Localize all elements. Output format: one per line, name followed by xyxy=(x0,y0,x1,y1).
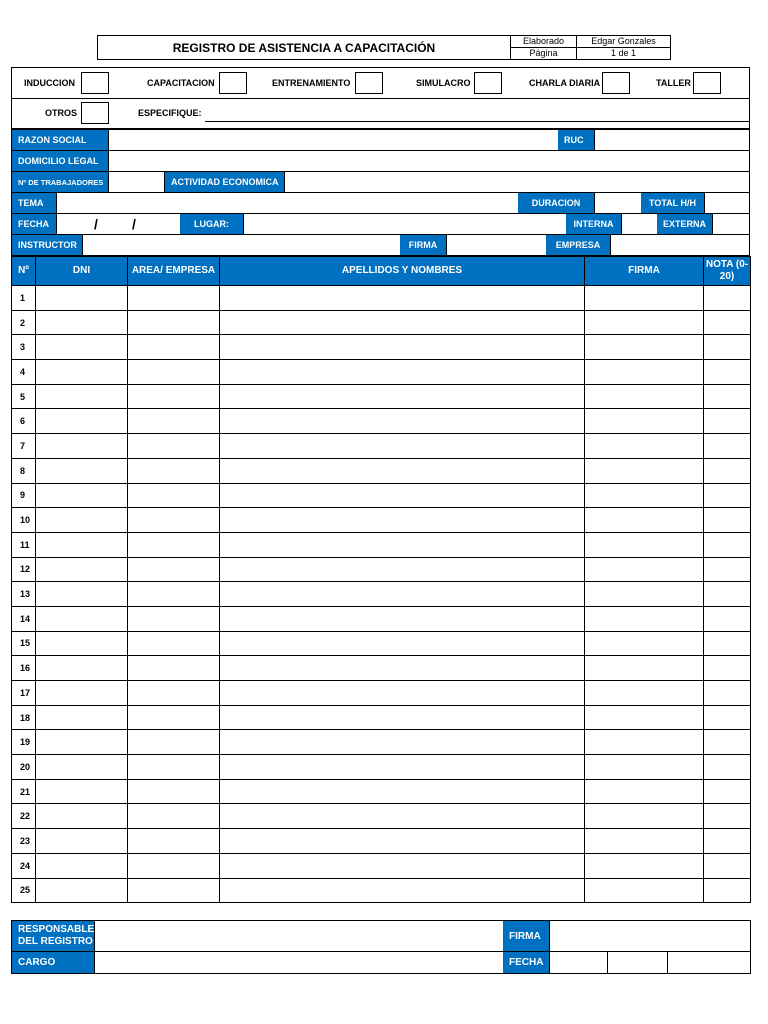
area-cell[interactable] xyxy=(128,582,220,607)
table-row xyxy=(12,705,751,730)
area-cell[interactable] xyxy=(128,829,220,854)
table-row xyxy=(12,532,751,557)
row-number: 2 xyxy=(12,310,36,335)
col-n: Nº xyxy=(12,257,36,286)
nombres-cell[interactable] xyxy=(220,730,585,755)
area-cell[interactable] xyxy=(128,384,220,409)
dni-cell[interactable] xyxy=(36,779,128,804)
area-cell[interactable] xyxy=(128,730,220,755)
row-number: 5 xyxy=(12,384,36,409)
firma-cell[interactable] xyxy=(585,730,704,755)
nombres-cell[interactable] xyxy=(220,483,585,508)
nombres-cell[interactable] xyxy=(220,409,585,434)
fecha-slash-2: / xyxy=(132,216,136,232)
nota-cell[interactable] xyxy=(704,557,751,582)
entrenamiento-checkbox[interactable] xyxy=(355,72,383,94)
table-row xyxy=(12,730,751,755)
table-header-row xyxy=(12,257,751,286)
area-cell[interactable] xyxy=(128,878,220,903)
row-number: 11 xyxy=(12,532,36,557)
row-number: 4 xyxy=(12,360,36,385)
externa-field[interactable] xyxy=(712,214,750,234)
dni-cell[interactable] xyxy=(36,434,128,459)
col-area: AREA/ EMPRESA xyxy=(128,257,220,286)
taller-checkbox[interactable] xyxy=(693,72,721,94)
area-cell[interactable] xyxy=(128,310,220,335)
table-row xyxy=(12,681,751,706)
nombres-cell[interactable] xyxy=(220,631,585,656)
col-nombres: APELLIDOS Y NOMBRES xyxy=(220,257,585,286)
dni-cell[interactable] xyxy=(36,606,128,631)
domicilio-label: DOMICILIO LEGAL xyxy=(12,151,108,171)
row-number: 8 xyxy=(12,458,36,483)
responsable-label: RESPONSABLE DEL REGISTRO xyxy=(12,921,94,951)
tema-label: TEMA xyxy=(12,193,56,213)
lugar-field[interactable] xyxy=(243,214,566,234)
dni-cell[interactable] xyxy=(36,483,128,508)
nombres-cell[interactable] xyxy=(220,804,585,829)
table-row xyxy=(12,853,751,878)
nota-cell[interactable] xyxy=(704,508,751,533)
area-cell[interactable] xyxy=(128,335,220,360)
table-row xyxy=(12,631,751,656)
footer-fecha-year[interactable] xyxy=(668,952,751,973)
row-number: 21 xyxy=(12,779,36,804)
trabajadores-label: Nº DE TRABAJADORES xyxy=(12,172,108,192)
area-cell[interactable] xyxy=(128,409,220,434)
row-number: 22 xyxy=(12,804,36,829)
table-row xyxy=(12,755,751,780)
nota-cell[interactable] xyxy=(704,853,751,878)
dni-cell[interactable] xyxy=(36,631,128,656)
area-cell[interactable] xyxy=(128,508,220,533)
nota-cell[interactable] xyxy=(704,409,751,434)
nota-cell[interactable] xyxy=(704,878,751,903)
table-row xyxy=(12,557,751,582)
empresa-field[interactable] xyxy=(610,235,750,255)
firma-cell[interactable] xyxy=(585,631,704,656)
area-cell[interactable] xyxy=(128,755,220,780)
nota-cell[interactable] xyxy=(704,755,751,780)
row-number: 15 xyxy=(12,631,36,656)
dni-cell[interactable] xyxy=(36,557,128,582)
table-row xyxy=(12,360,751,385)
duracion-label: DURACION xyxy=(518,193,594,213)
nombres-cell[interactable] xyxy=(220,384,585,409)
induccion-label: INDUCCION xyxy=(24,78,75,88)
nota-cell[interactable] xyxy=(704,656,751,681)
firma-cell[interactable] xyxy=(585,878,704,903)
table-row xyxy=(12,434,751,459)
firma-cell[interactable] xyxy=(585,755,704,780)
table-row xyxy=(12,779,751,804)
nota-cell[interactable] xyxy=(704,779,751,804)
row-number: 16 xyxy=(12,656,36,681)
nombres-cell[interactable] xyxy=(220,532,585,557)
dni-cell[interactable] xyxy=(36,409,128,434)
charla-label: CHARLA DIARIA xyxy=(529,78,601,88)
footer-firma-field[interactable] xyxy=(549,921,751,951)
nota-cell[interactable] xyxy=(704,458,751,483)
row-number: 24 xyxy=(12,853,36,878)
row-number: 23 xyxy=(12,829,36,854)
nota-cell[interactable] xyxy=(704,532,751,557)
nota-cell[interactable] xyxy=(704,360,751,385)
area-cell[interactable] xyxy=(128,853,220,878)
firma-instructor-label: FIRMA xyxy=(400,235,446,255)
nombres-cell[interactable] xyxy=(220,829,585,854)
dni-cell[interactable] xyxy=(36,705,128,730)
otros-checkbox[interactable] xyxy=(81,102,109,124)
row-number: 9 xyxy=(12,483,36,508)
firma-cell[interactable] xyxy=(585,532,704,557)
elaborado-value: Edgar Gonzales xyxy=(576,35,671,48)
nota-cell[interactable] xyxy=(704,730,751,755)
table-row xyxy=(12,458,751,483)
firma-cell[interactable] xyxy=(585,853,704,878)
col-dni: DNI xyxy=(36,257,128,286)
table-row xyxy=(12,286,751,311)
nota-cell[interactable] xyxy=(704,705,751,730)
pagina-label: Página xyxy=(510,47,577,60)
actividad-label: ACTIVIDAD ECONOMICA xyxy=(165,172,284,192)
dni-cell[interactable] xyxy=(36,829,128,854)
total-hh-label: TOTAL H/H xyxy=(641,193,704,213)
nota-cell[interactable] xyxy=(704,829,751,854)
dni-cell[interactable] xyxy=(36,508,128,533)
area-cell[interactable] xyxy=(128,557,220,582)
nota-cell[interactable] xyxy=(704,582,751,607)
area-cell[interactable] xyxy=(128,779,220,804)
table-row xyxy=(12,878,751,903)
nota-cell[interactable] xyxy=(704,310,751,335)
row-number: 7 xyxy=(12,434,36,459)
page-title: REGISTRO DE ASISTENCIA A CAPACITACIÓN xyxy=(172,40,436,55)
instructor-label: INSTRUCTOR xyxy=(12,235,82,255)
razon-social-field[interactable] xyxy=(108,130,558,150)
dni-cell[interactable] xyxy=(36,730,128,755)
firma-cell[interactable] xyxy=(585,508,704,533)
cargo-label: CARGO xyxy=(12,952,94,973)
razon-social-label: RAZON SOCIAL xyxy=(12,130,108,150)
attendance-table xyxy=(11,256,751,903)
nombres-cell[interactable] xyxy=(220,582,585,607)
firma-instructor-field[interactable] xyxy=(446,235,546,255)
nombres-cell[interactable] xyxy=(220,779,585,804)
table-row xyxy=(12,606,751,631)
area-cell[interactable] xyxy=(128,681,220,706)
responsable-field[interactable] xyxy=(94,921,503,951)
title-box xyxy=(97,35,511,60)
table-row xyxy=(12,829,751,854)
fecha-field[interactable] xyxy=(56,214,180,234)
duracion-field[interactable] xyxy=(594,193,641,213)
area-cell[interactable] xyxy=(128,483,220,508)
ruc-label: RUC xyxy=(558,130,594,150)
nota-cell[interactable] xyxy=(704,606,751,631)
nota-cell[interactable] xyxy=(704,286,751,311)
nombres-cell[interactable] xyxy=(220,458,585,483)
footer-fecha-month[interactable] xyxy=(608,952,668,973)
nombres-cell[interactable] xyxy=(220,755,585,780)
dni-cell[interactable] xyxy=(36,286,128,311)
fecha-slash-1: / xyxy=(94,216,98,232)
especifique-line[interactable] xyxy=(205,121,750,122)
row-number: 18 xyxy=(12,705,36,730)
area-cell[interactable] xyxy=(128,631,220,656)
firma-cell[interactable] xyxy=(585,310,704,335)
firma-cell[interactable] xyxy=(585,557,704,582)
dni-cell[interactable] xyxy=(36,310,128,335)
trabajadores-field[interactable] xyxy=(108,172,165,192)
row-number: 6 xyxy=(12,409,36,434)
nombres-cell[interactable] xyxy=(220,360,585,385)
area-cell[interactable] xyxy=(128,705,220,730)
area-cell[interactable] xyxy=(128,360,220,385)
instructor-field[interactable] xyxy=(82,235,400,255)
firma-cell[interactable] xyxy=(585,804,704,829)
col-nota: NOTA (0-20) xyxy=(704,257,751,286)
table-row xyxy=(12,582,751,607)
footer-fecha-label: FECHA xyxy=(503,952,549,973)
dni-cell[interactable] xyxy=(36,458,128,483)
simulacro-checkbox[interactable] xyxy=(474,72,502,94)
nombres-cell[interactable] xyxy=(220,606,585,631)
ruc-field[interactable] xyxy=(594,130,750,150)
area-cell[interactable] xyxy=(128,458,220,483)
firma-cell[interactable] xyxy=(585,483,704,508)
area-cell[interactable] xyxy=(128,286,220,311)
lugar-label: LUGAR: xyxy=(180,214,243,234)
nombres-cell[interactable] xyxy=(220,656,585,681)
firma-cell[interactable] xyxy=(585,582,704,607)
divider xyxy=(11,98,750,99)
row-number: 14 xyxy=(12,606,36,631)
dni-cell[interactable] xyxy=(36,804,128,829)
table-row xyxy=(12,508,751,533)
simulacro-label: SIMULACRO xyxy=(416,78,471,88)
firma-cell[interactable] xyxy=(585,434,704,459)
row-number: 19 xyxy=(12,730,36,755)
nota-cell[interactable] xyxy=(704,483,751,508)
table-row xyxy=(12,804,751,829)
firma-cell[interactable] xyxy=(585,335,704,360)
cargo-field[interactable] xyxy=(94,952,503,973)
nombres-cell[interactable] xyxy=(220,878,585,903)
area-cell[interactable] xyxy=(128,532,220,557)
row-number: 3 xyxy=(12,335,36,360)
elaborado-label: Elaborado xyxy=(510,35,577,48)
nota-cell[interactable] xyxy=(704,384,751,409)
nombres-cell[interactable] xyxy=(220,310,585,335)
table-row xyxy=(12,335,751,360)
actividad-field[interactable] xyxy=(284,172,750,192)
nombres-cell[interactable] xyxy=(220,557,585,582)
fecha-label: FECHA xyxy=(12,214,56,234)
firma-cell[interactable] xyxy=(585,705,704,730)
dni-cell[interactable] xyxy=(36,335,128,360)
dni-cell[interactable] xyxy=(36,656,128,681)
interna-field[interactable] xyxy=(621,214,657,234)
firma-cell[interactable] xyxy=(585,829,704,854)
taller-label: TALLER xyxy=(656,78,691,88)
otros-label: OTROS xyxy=(45,108,78,118)
area-cell[interactable] xyxy=(128,656,220,681)
nota-cell[interactable] xyxy=(704,804,751,829)
area-cell[interactable] xyxy=(128,434,220,459)
especifique-label: ESPECIFIQUE: xyxy=(138,108,202,118)
nota-cell[interactable] xyxy=(704,434,751,459)
externa-label: EXTERNA xyxy=(657,214,712,234)
nombres-cell[interactable] xyxy=(220,286,585,311)
nombres-cell[interactable] xyxy=(220,705,585,730)
nombres-cell[interactable] xyxy=(220,681,585,706)
dni-cell[interactable] xyxy=(36,878,128,903)
row-number: 10 xyxy=(12,508,36,533)
interna-label: INTERNA xyxy=(566,214,621,234)
table-row xyxy=(12,384,751,409)
firma-cell[interactable] xyxy=(585,779,704,804)
row-number: 20 xyxy=(12,755,36,780)
nombres-cell[interactable] xyxy=(220,853,585,878)
firma-cell[interactable] xyxy=(585,606,704,631)
dni-cell[interactable] xyxy=(36,853,128,878)
tema-field[interactable] xyxy=(56,193,518,213)
nota-cell[interactable] xyxy=(704,335,751,360)
area-cell[interactable] xyxy=(128,606,220,631)
total-hh-field[interactable] xyxy=(704,193,750,213)
empresa-label: EMPRESA xyxy=(546,235,610,255)
table-row xyxy=(12,310,751,335)
charla-checkbox[interactable] xyxy=(602,72,630,94)
footer-firma-label: FIRMA xyxy=(503,921,549,951)
col-firma: FIRMA xyxy=(585,257,704,286)
entrenamiento-label: ENTRENAMIENTO xyxy=(272,78,351,88)
firma-cell[interactable] xyxy=(585,656,704,681)
dni-cell[interactable] xyxy=(36,532,128,557)
firma-cell[interactable] xyxy=(585,360,704,385)
firma-cell[interactable] xyxy=(585,409,704,434)
nota-cell[interactable] xyxy=(704,681,751,706)
dni-cell[interactable] xyxy=(36,582,128,607)
domicilio-field[interactable] xyxy=(108,151,750,171)
row-number: 13 xyxy=(12,582,36,607)
nota-cell[interactable] xyxy=(704,631,751,656)
dni-cell[interactable] xyxy=(36,384,128,409)
area-cell[interactable] xyxy=(128,804,220,829)
table-row xyxy=(12,483,751,508)
dni-cell[interactable] xyxy=(36,360,128,385)
footer-fecha-day[interactable] xyxy=(549,952,608,973)
firma-cell[interactable] xyxy=(585,384,704,409)
capacitacion-checkbox[interactable] xyxy=(219,72,247,94)
nombres-cell[interactable] xyxy=(220,434,585,459)
capacitacion-label: CAPACITACION xyxy=(147,78,215,88)
nombres-cell[interactable] xyxy=(220,335,585,360)
table-row xyxy=(12,409,751,434)
row-number: 1 xyxy=(12,286,36,311)
row-number: 17 xyxy=(12,681,36,706)
firma-cell[interactable] xyxy=(585,458,704,483)
table-row xyxy=(12,656,751,681)
row-number: 12 xyxy=(12,557,36,582)
dni-cell[interactable] xyxy=(36,681,128,706)
firma-cell[interactable] xyxy=(585,286,704,311)
induccion-checkbox[interactable] xyxy=(81,72,109,94)
nombres-cell[interactable] xyxy=(220,508,585,533)
row-number: 25 xyxy=(12,878,36,903)
firma-cell[interactable] xyxy=(585,681,704,706)
dni-cell[interactable] xyxy=(36,755,128,780)
pagina-value: 1 de 1 xyxy=(576,47,671,60)
